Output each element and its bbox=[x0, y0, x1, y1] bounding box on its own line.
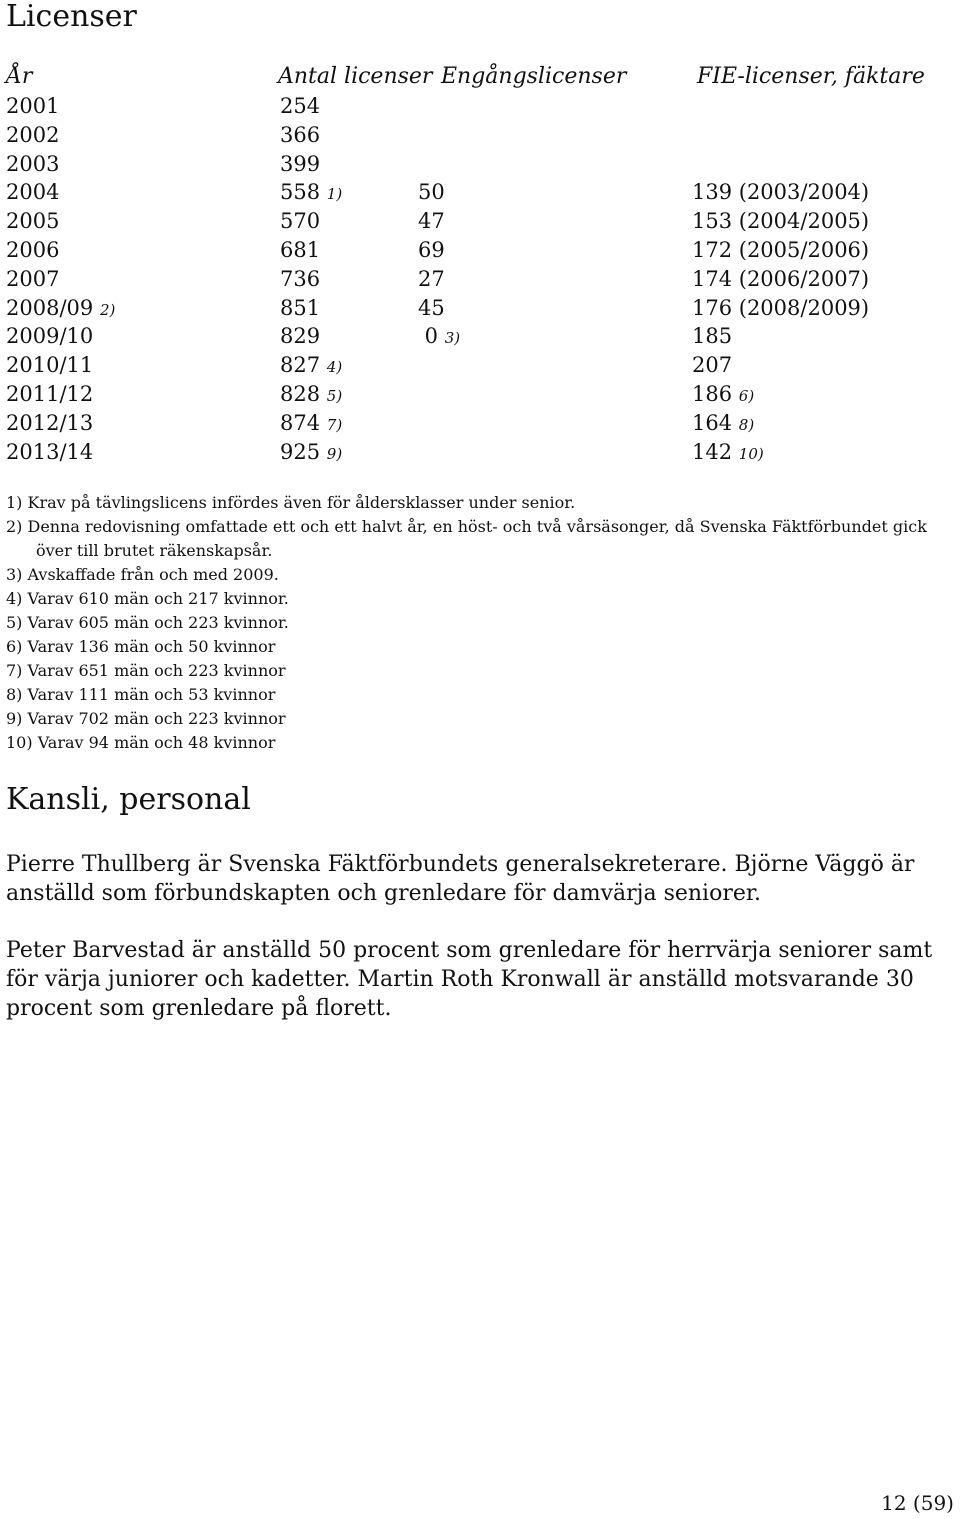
section-body bbox=[6, 850, 958, 1051]
antal-cell-value: 829 bbox=[280, 324, 321, 349]
fie-cell bbox=[692, 438, 764, 469]
paragraph: Pierre Thullberg är Svenska Fäktförbundets generalsekreterare. Björne Väggö är anställd som förbundskapten och grenledare för damvärja seniorer. bbox=[6, 852, 915, 906]
table-row bbox=[0, 121, 960, 150]
engang-cell bbox=[418, 265, 445, 294]
antal-cell bbox=[280, 265, 320, 294]
year-cell bbox=[6, 438, 93, 467]
year-cell bbox=[6, 150, 59, 179]
antal-cell bbox=[280, 92, 320, 121]
fie-cell bbox=[692, 178, 869, 207]
header-engangslicenser: Engångslicenser bbox=[441, 64, 627, 89]
fie-cell-value: 153 (2004/2005) bbox=[692, 209, 870, 234]
footnotes bbox=[6, 491, 936, 755]
antal-cell-value: 399 bbox=[280, 151, 321, 176]
year-cell-value: 2003 bbox=[6, 151, 60, 176]
table-row bbox=[0, 92, 960, 121]
fie-cell-value: 185 bbox=[692, 324, 733, 349]
fie-cell-value: 174 (2006/2007) bbox=[692, 266, 870, 291]
table-row bbox=[0, 409, 960, 438]
antal-cell-value: 558 bbox=[280, 180, 321, 205]
antal-cell bbox=[280, 438, 342, 469]
footnote-ref: 6) bbox=[738, 386, 755, 405]
fie-cell-value: 172 (2005/2006) bbox=[692, 237, 870, 262]
header-antal-licenser: Antal licenser bbox=[278, 64, 433, 89]
engang-cell-value: 45 bbox=[418, 295, 445, 320]
antal-cell bbox=[280, 380, 342, 411]
antal-cell-value: 827 bbox=[280, 353, 321, 378]
table-row bbox=[0, 351, 960, 380]
year-cell-value: 2012/13 bbox=[6, 410, 94, 435]
footnote: 9) Varav 702 män och 223 kvinnor bbox=[6, 709, 286, 728]
table-row bbox=[0, 265, 960, 294]
year-cell-value: 2007 bbox=[6, 266, 60, 291]
engang-cell-value: 27 bbox=[418, 266, 445, 291]
year-cell-value: 2010/11 bbox=[6, 353, 94, 378]
footnote: 10) Varav 94 män och 48 kvinnor bbox=[6, 733, 276, 752]
footnote-ref: 1) bbox=[326, 185, 343, 204]
year-cell bbox=[6, 178, 59, 207]
antal-cell bbox=[280, 236, 320, 265]
footnote-ref: 4) bbox=[326, 358, 343, 377]
license-table bbox=[0, 92, 960, 466]
fie-cell bbox=[692, 380, 754, 411]
antal-cell-value: 851 bbox=[280, 295, 321, 320]
footnote-ref: 2) bbox=[99, 300, 116, 319]
table-row bbox=[0, 322, 960, 351]
antal-cell-value: 570 bbox=[280, 209, 321, 234]
fie-cell-value: 186 bbox=[692, 381, 733, 406]
year-cell-value: 2008/09 bbox=[6, 295, 94, 320]
table-row bbox=[0, 380, 960, 409]
fie-cell bbox=[692, 207, 869, 236]
footnote: 2) Denna redovisning omfattade ett och ett halvt år, en höst- och två vårsäsonger, då Svenska Fäktförbundet gick över till brutet räkenskapsår. bbox=[6, 517, 927, 560]
year-cell bbox=[6, 322, 93, 351]
footnote-ref: 8) bbox=[738, 415, 755, 434]
year-cell bbox=[6, 265, 59, 294]
antal-cell bbox=[280, 351, 342, 382]
fie-cell bbox=[692, 265, 869, 294]
engang-cell-value: 47 bbox=[418, 209, 445, 234]
page-number: 12 (59) bbox=[881, 1491, 954, 1515]
engang-cell-value: 50 bbox=[418, 180, 445, 205]
engang-cell bbox=[418, 322, 460, 353]
fie-cell-value: 142 bbox=[692, 439, 733, 464]
fie-cell-value: 207 bbox=[692, 353, 733, 378]
year-cell bbox=[6, 351, 93, 380]
fie-cell-value: 164 bbox=[692, 410, 733, 435]
year-cell-value: 2004 bbox=[6, 180, 60, 205]
antal-cell bbox=[280, 322, 320, 351]
year-cell bbox=[6, 236, 59, 265]
antal-cell-value: 254 bbox=[280, 94, 321, 118]
year-cell bbox=[6, 294, 115, 325]
header-fie-licenser: FIE-licenser, fäktare bbox=[697, 64, 925, 89]
antal-cell bbox=[280, 150, 320, 179]
fie-cell-value: 176 (2008/2009) bbox=[692, 295, 870, 320]
fie-cell bbox=[692, 236, 869, 265]
antal-cell-value: 828 bbox=[280, 381, 321, 406]
fie-cell-value: 139 (2003/2004) bbox=[692, 180, 870, 205]
footnote-ref: 3) bbox=[444, 329, 461, 348]
antal-cell bbox=[280, 409, 342, 440]
antal-cell-value: 925 bbox=[280, 439, 321, 464]
table-row bbox=[0, 178, 960, 207]
year-cell-value: 2009/10 bbox=[6, 324, 94, 349]
year-cell-value: 2013/14 bbox=[6, 439, 94, 464]
year-cell bbox=[6, 92, 59, 121]
table-row bbox=[0, 294, 960, 323]
engang-cell-value: 69 bbox=[418, 237, 445, 262]
footnote-ref: 10) bbox=[738, 444, 764, 463]
footnote: 4) Varav 610 män och 217 kvinnor. bbox=[6, 589, 289, 608]
year-cell-value: 2006 bbox=[6, 237, 60, 262]
engang-cell-value: 0 bbox=[418, 324, 439, 349]
footnote-ref: 9) bbox=[326, 444, 343, 463]
table-header bbox=[0, 62, 960, 92]
antal-cell-value: 874 bbox=[280, 410, 321, 435]
antal-cell-value: 736 bbox=[280, 266, 321, 291]
paragraph: Peter Barvestad är anställd 50 procent som grenledare för herrvärja seniorer samt för värja juniorer och kadetter. Martin Roth Kronwall är anställd motsvarande 30 procent som grenledare på florett. bbox=[6, 938, 933, 1021]
antal-cell bbox=[280, 294, 320, 323]
engang-cell bbox=[418, 178, 445, 207]
year-cell-value: 2011/12 bbox=[6, 381, 94, 406]
antal-cell bbox=[280, 178, 342, 209]
footnote: 7) Varav 651 män och 223 kvinnor bbox=[6, 661, 286, 680]
table-row bbox=[0, 236, 960, 265]
year-cell-value: 2001 bbox=[6, 94, 60, 118]
engang-cell bbox=[418, 236, 445, 265]
year-cell bbox=[6, 207, 59, 236]
fie-cell bbox=[692, 322, 732, 351]
footnote: 3) Avskaffade från och med 2009. bbox=[6, 565, 279, 584]
antal-cell-value: 366 bbox=[280, 122, 321, 147]
footnote-ref: 7) bbox=[326, 415, 343, 434]
footnote: 8) Varav 111 män och 53 kvinnor bbox=[6, 685, 276, 704]
fie-cell bbox=[692, 409, 754, 440]
header-year: År bbox=[6, 64, 33, 89]
table-row bbox=[0, 207, 960, 236]
engang-cell bbox=[418, 294, 445, 323]
year-cell-value: 2002 bbox=[6, 122, 60, 147]
antal-cell-value: 681 bbox=[280, 237, 321, 262]
table-row bbox=[0, 438, 960, 467]
section-title-kansli: Kansli, personal bbox=[6, 782, 251, 817]
year-cell-value: 2005 bbox=[6, 209, 60, 234]
engang-cell bbox=[418, 207, 445, 236]
table-row bbox=[0, 150, 960, 179]
year-cell bbox=[6, 409, 93, 438]
fie-cell bbox=[692, 351, 732, 380]
antal-cell bbox=[280, 121, 320, 150]
year-cell bbox=[6, 121, 59, 150]
fie-cell bbox=[692, 294, 869, 323]
antal-cell bbox=[280, 207, 320, 236]
footnote: 5) Varav 605 män och 223 kvinnor. bbox=[6, 613, 289, 632]
page-title: Licenser bbox=[6, 0, 137, 34]
footnote-ref: 5) bbox=[326, 386, 343, 405]
footnote: 6) Varav 136 män och 50 kvinnor bbox=[6, 637, 276, 656]
footnote: 1) Krav på tävlingslicens infördes även för åldersklasser under senior. bbox=[6, 493, 576, 512]
year-cell bbox=[6, 380, 93, 409]
